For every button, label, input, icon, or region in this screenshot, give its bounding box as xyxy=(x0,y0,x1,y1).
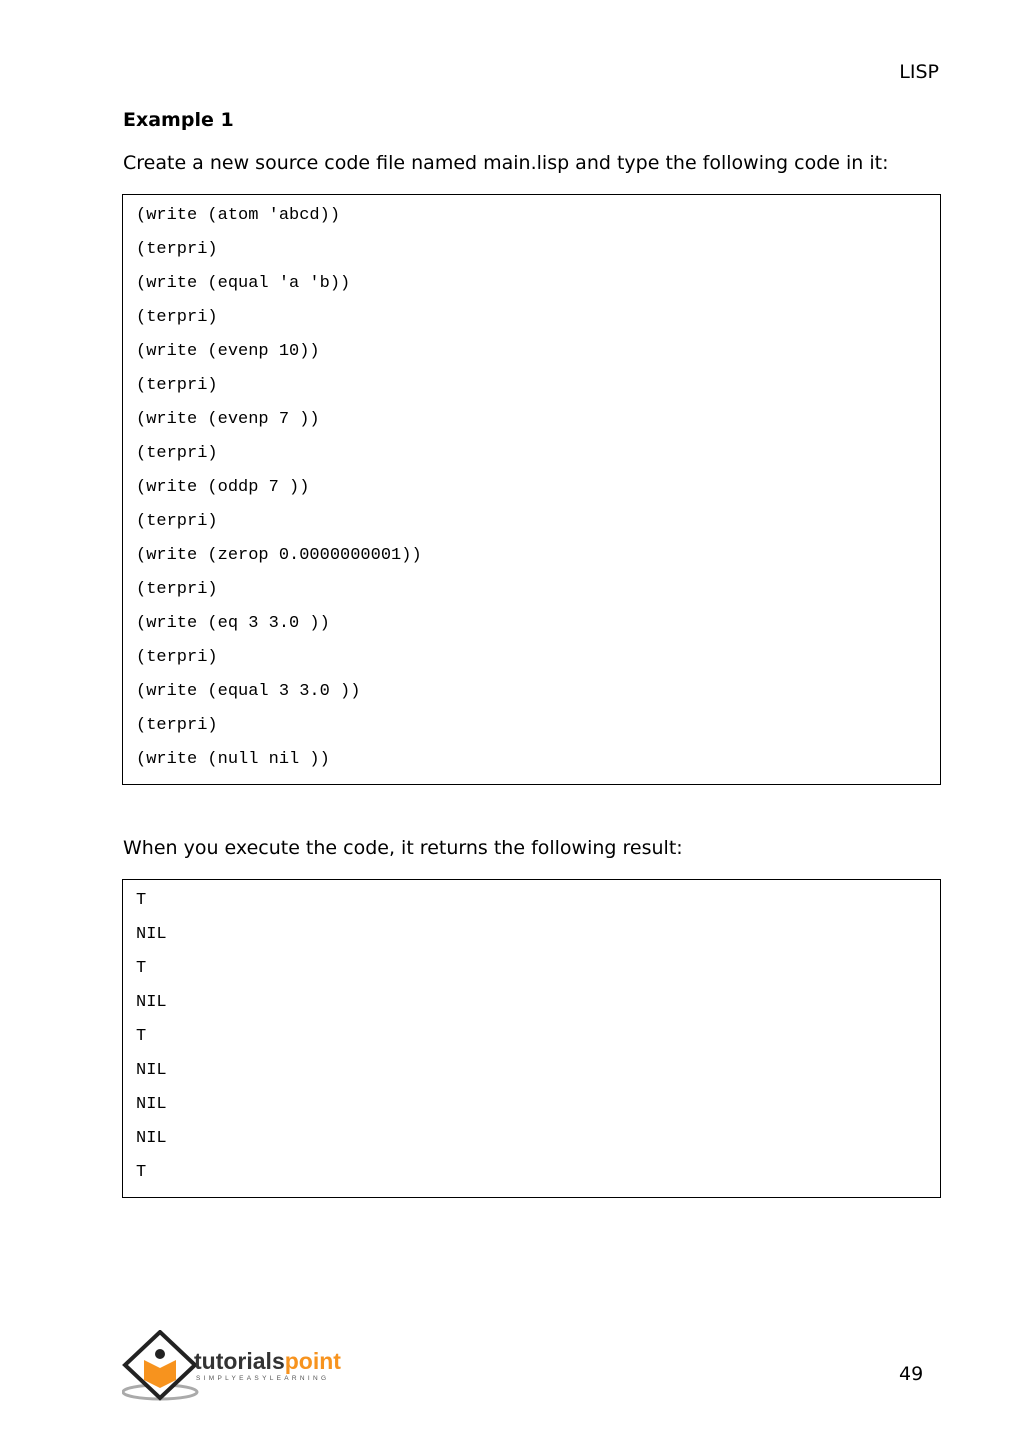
example-heading: Example 1 xyxy=(123,109,234,131)
code-line: (terpri) xyxy=(136,444,218,463)
code-line: (terpri) xyxy=(136,716,218,735)
code-block xyxy=(122,194,941,785)
code-line: (terpri) xyxy=(136,580,218,599)
output-block xyxy=(122,879,941,1198)
output-line: T xyxy=(136,1163,147,1182)
code-line: (write (atom 'abcd)) xyxy=(136,206,341,225)
code-line: (terpri) xyxy=(136,376,218,395)
svg-text:tutorialspoint: tutorialspoint xyxy=(194,1348,341,1374)
output-line: T xyxy=(136,891,147,910)
output-line: NIL xyxy=(136,925,167,944)
page-number: 49 xyxy=(899,1363,924,1385)
tutorialspoint-logo xyxy=(122,1330,367,1402)
code-line: (terpri) xyxy=(136,648,218,667)
code-line: (write (evenp 10)) xyxy=(136,342,320,361)
logo-icon xyxy=(122,1330,367,1402)
output-line: NIL xyxy=(136,1095,167,1114)
output-line: NIL xyxy=(136,1129,167,1148)
svg-text:SIMPLYEASYLEARNING: SIMPLYEASYLEARNING xyxy=(196,1375,330,1382)
intro-paragraph: Create a new source code file named main.lisp and type the following code in it: xyxy=(123,152,889,174)
running-header: LISP xyxy=(899,61,939,83)
output-line: T xyxy=(136,959,147,978)
code-line: (write (evenp 7 )) xyxy=(136,410,320,429)
code-line: (terpri) xyxy=(136,240,218,259)
output-line: NIL xyxy=(136,993,167,1012)
output-line: T xyxy=(136,1027,147,1046)
code-line: (write (oddp 7 )) xyxy=(136,478,310,497)
output-line: NIL xyxy=(136,1061,167,1080)
code-line: (write (equal 'a 'b)) xyxy=(136,274,351,293)
code-line: (write (eq 3 3.0 )) xyxy=(136,614,330,633)
code-line: (write (zerop 0.0000000001)) xyxy=(136,546,422,565)
result-paragraph: When you execute the code, it returns the following result: xyxy=(123,837,683,859)
code-line: (terpri) xyxy=(136,512,218,531)
code-line: (write (null nil )) xyxy=(136,750,330,769)
code-line: (terpri) xyxy=(136,308,218,327)
code-line: (write (equal 3 3.0 )) xyxy=(136,682,361,701)
